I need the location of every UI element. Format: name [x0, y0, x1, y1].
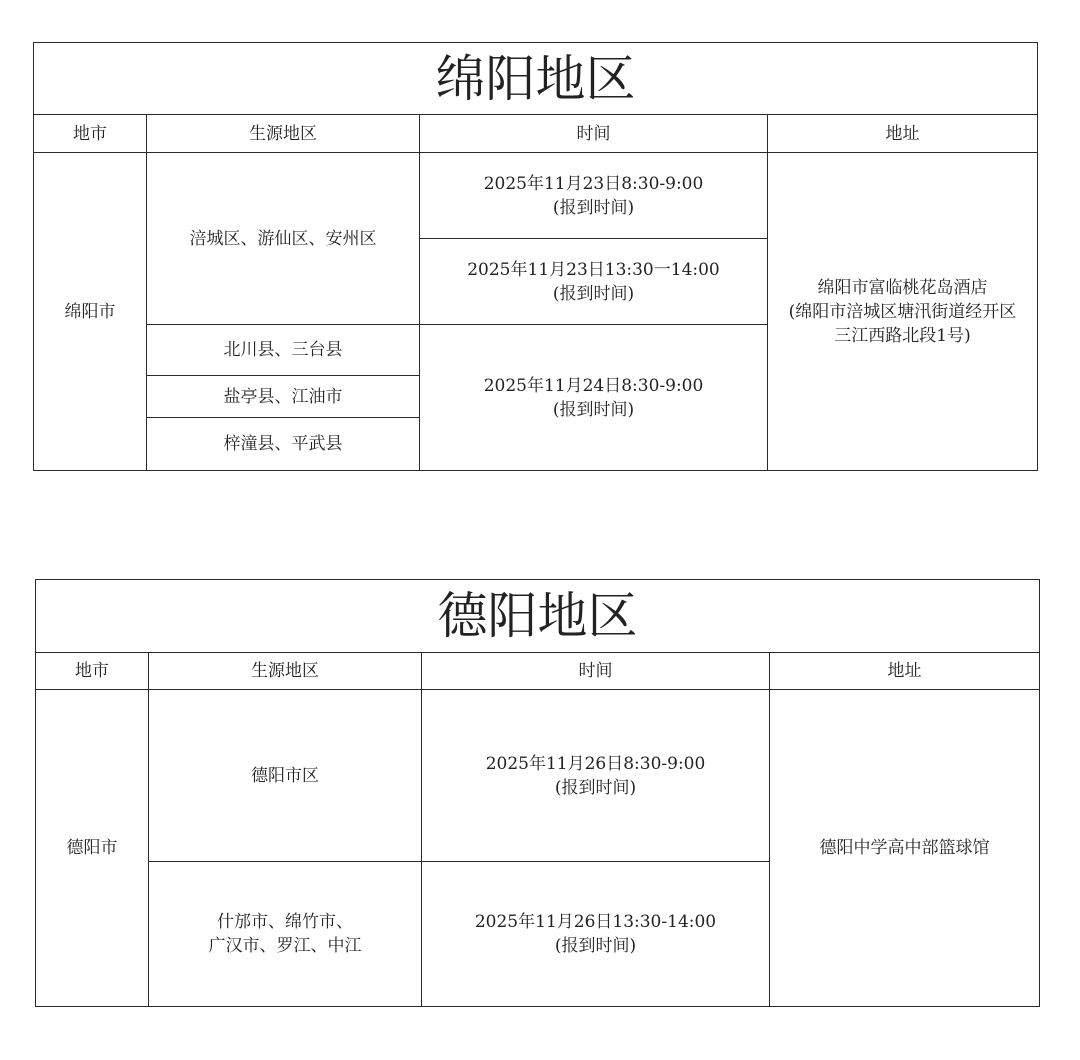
header-city: 地市: [36, 653, 149, 690]
time-text: 2025年11月23日13:30一14:00: [467, 259, 720, 280]
header-area: 生源地区: [149, 653, 422, 690]
time-text: 2025年11月26日13:30-14:00: [474, 912, 717, 932]
address-line: 绵阳市富临桃花岛酒店: [817, 277, 988, 298]
time-cell: [420, 153, 768, 239]
city-cell: 绵阳市: [34, 153, 147, 471]
time-cell: [422, 862, 770, 1007]
header-area: 生源地区: [147, 115, 420, 153]
time-note: (报到时间): [552, 399, 635, 420]
address-cell: [768, 153, 1038, 471]
header-time: 时间: [420, 115, 768, 153]
header-time: 时间: [422, 653, 770, 690]
address-line: (绵阳市涪城区塘汛街道经开区: [788, 301, 1017, 322]
area-line: 广汉市、罗江、中江: [208, 936, 362, 956]
area-cell: 涪城区、游仙区、安州区: [147, 153, 420, 325]
header-city: 地市: [34, 115, 147, 153]
time-note: (报到时间): [552, 283, 635, 304]
time-note: (报到时间): [554, 777, 637, 798]
time-note: (报到时间): [554, 936, 637, 956]
area-cell: 德阳市区: [149, 690, 422, 862]
mianyang-title: 绵阳地区: [34, 43, 1038, 115]
time-text: 2025年11月24日8:30-9:00: [483, 375, 704, 396]
time-cell: [422, 690, 770, 862]
time-cell: [420, 239, 768, 325]
area-cell: 北川县、三台县: [147, 325, 420, 376]
city-cell: 德阳市: [36, 690, 149, 1007]
area-cell: [149, 862, 422, 1007]
deyang-schedule-table: [35, 579, 1040, 1007]
address-cell: 德阳中学高中部篮球馆: [770, 690, 1040, 1007]
area-cell: 盐亭县、江油市: [147, 376, 420, 418]
mianyang-schedule-table: [33, 42, 1038, 471]
deyang-title: 德阳地区: [36, 580, 1040, 653]
area-cell: 梓潼县、平武县: [147, 418, 420, 471]
time-cell: [420, 325, 768, 471]
area-line: 什邡市、绵竹市、: [217, 912, 353, 932]
header-address: 地址: [770, 653, 1040, 690]
header-address: 地址: [768, 115, 1038, 153]
address-line: 三江西路北段1号): [834, 325, 971, 346]
time-text: 2025年11月23日8:30-9:00: [483, 173, 704, 194]
time-note: (报到时间): [552, 197, 635, 218]
time-text: 2025年11月26日8:30-9:00: [485, 753, 706, 774]
